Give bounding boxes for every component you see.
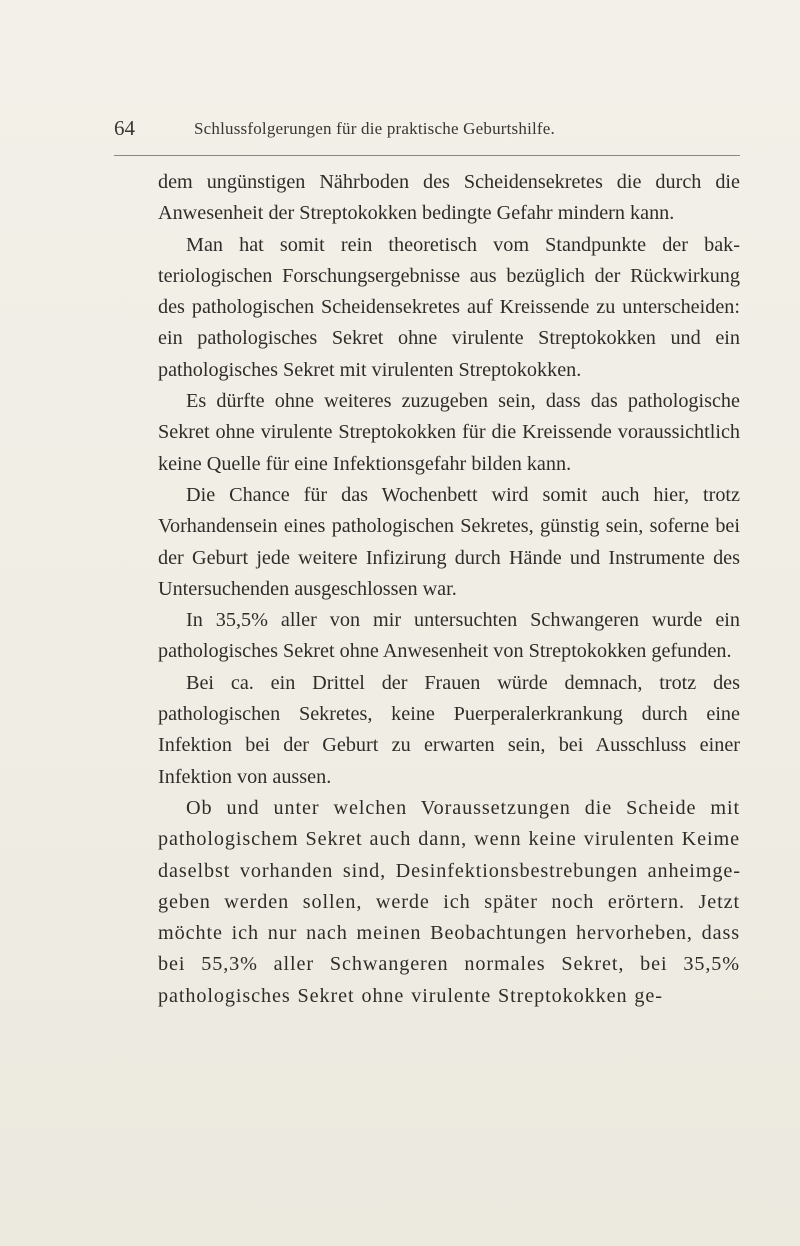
paragraph-5: In 35,5% aller von mir untersuchten Schwangeren wurde ein pathologisches Sekret ohne Anwesenheit von Streptokokken gefunden. [158,609,740,663]
page-header [114,116,740,146]
paragraph-6: Bei ca. ein Drittel der Frauen würde demnach, trotz des pathologischen Sekretes, keine Puerperalerkrankung durch eine Infektion bei der Geburt zu erwarten sein, bei Ausschluss einer Infektion von aussen. [158,671,740,788]
running-title: Schlussfolgerungen für die praktische Geburtshilfe. [194,119,555,138]
paragraph-7: Ob und unter welchen Voraussetzungen die Scheide mit pathologischem Sekret auch dann, wenn keine virulenten Keime daselbst vorhanden sind, Desinfektionsbestrebungen anheimgegeben werden sollen, werde ich später noch erörtern. Jetzt möchte ich nur nach meinen Beobachtungen hervorheben, dass bei 55,3% aller Schwangeren normales Sekret, bei 35,5% pathologisches Sekret ohne virulente Streptokokken ge- [158,796,740,1007]
paragraph-3: Es dürfte ohne weiteres zuzugeben sein, dass das pathologische Sekret ohne virulente Streptokokken für die Kreissende voraussichtlich keine Quelle für eine Infektionsgefahr bilden kann. [158,390,740,475]
body-text [158,167,740,1012]
paragraph-1: dem ungünstigen Nährboden des Scheidensekretes die durch die Anwesenheit der Streptokokken bedingte Gefahr mindern kann. [158,171,740,225]
paragraph-4: Die Chance für das Wochenbett wird somit auch hier, trotz Vorhandensein eines pathologischen Sekretes, günstig sein, soferne bei der Geburt jede weitere Infizirung durch Hände und Instrumente des Untersuchenden ausgeschlossen war. [158,483,740,600]
page-number: 64 [114,116,135,140]
paragraph-2: Man hat somit rein theoretisch vom Standpunkte der bakteriologischen Forschungsergebnisse aus bezüglich der Rückwirkung des pathologischen Scheidensekretes auf Kreissende zu unterscheiden: ein pathologisches Sekret ohne virulente Streptokokken und ein pathologisches Sekret mit virulenten Streptokokken. [158,233,740,381]
header-rule [114,155,740,156]
